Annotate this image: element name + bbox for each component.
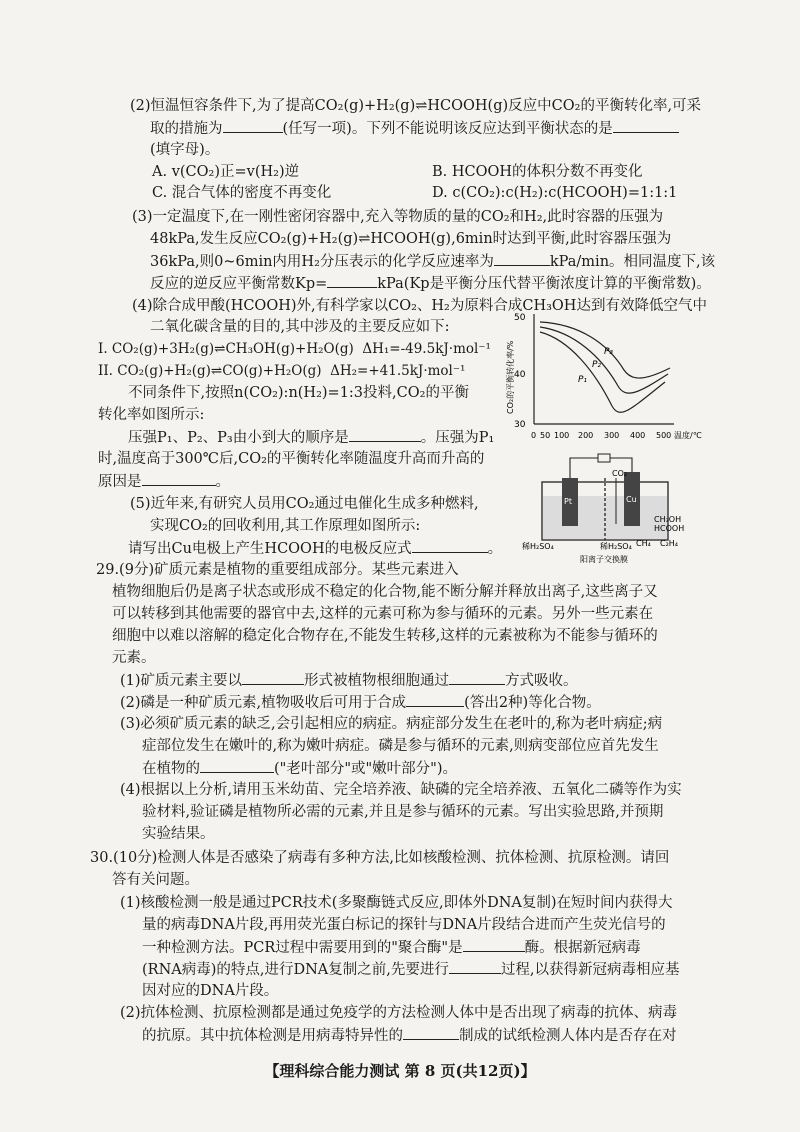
membrane-label: 阳离子交换膜 — [580, 555, 628, 564]
q28-part2-line1: (2)恒温恒容条件下,为了提高CO₂(g)+H₂(g)⇌HCOOH(g)反应中CO₂的平衡转化率,可采 — [130, 98, 702, 114]
x-axis-label: 温度/℃ — [674, 431, 702, 440]
q28-part4-line6: 转化率如图所示: — [98, 407, 205, 423]
product-ch3oh: CH₃OH — [654, 515, 682, 524]
q28-part2-line3: (填字母)。 — [150, 142, 220, 158]
electrolysis-cell-diagram — [520, 452, 700, 564]
q28-option-b: B. HCOOH的体积分数不再变化 — [432, 164, 643, 180]
answer-blank[interactable] — [406, 692, 464, 707]
answer-blank[interactable] — [494, 251, 550, 266]
q30-sub1-line1: (1)核酸检测一般是通过PCR技术(多聚酶链式反应,即体外DNA复制)在短时间内获得大 — [120, 895, 673, 911]
x-tick-500: 500 — [656, 431, 672, 440]
q29-sub4-line2: 验材料,验证磷是植物所必需的元素,并且是参与循环的元素。写出实验思路,并预期 — [142, 804, 664, 820]
answer-blank[interactable] — [613, 118, 679, 133]
x-tick-100: 100 — [554, 431, 570, 440]
q28-part4-line9: 原因是 。 — [98, 471, 230, 492]
y-axis-label: CO₂的平衡转化率/% — [506, 340, 515, 414]
q29-line2: 植物细胞后仍是离子状态或形成不稳定的化合物,能不断分解并释放出离子,这些离子又 — [112, 584, 658, 600]
q28-part3-line1: (3)一定温度下,在一刚性密闭容器中,充入等物质的量的CO₂和H₂,此时容器的压强为 — [132, 209, 664, 225]
q28-part4-line1: (4)除合成甲酸(HCOOH)外,有科学家以CO₂、H₂为原料合成CH₃OH达到有效降低空气中 — [132, 298, 707, 314]
product-c2h4: C₂H₄ — [660, 539, 679, 548]
reaction-ii: II. CO₂(g)+H₂(g)⇌CO(g)+H₂O(g) ΔH₂=+41.5kJ·mol⁻¹ — [98, 363, 466, 379]
power-source — [598, 454, 610, 462]
answer-blank[interactable] — [403, 1025, 459, 1040]
q29-line4: 细胞中以难以溶解的稳定化合物存在,不能发生转移,这样的元素被称为不能参与循环的 — [112, 628, 658, 644]
q28-part4-line5: 不同条件下,按照n(CO₂):n(H₂)=1:3投料,CO₂的平衡 — [128, 385, 469, 401]
q28-part5-line2: 实现CO₂的回收利用,其工作原理如图所示: — [150, 518, 421, 534]
product-ch4: CH₄ — [636, 539, 651, 548]
q28-option-c: C. 混合气体的密度不再变化 — [152, 185, 332, 201]
q30-sub2-line2: 的抗原。其中抗体检测是用病毒特异性的 制成的试纸检测人体内是否存在对 — [142, 1025, 677, 1046]
q30-line1: 30.(10分)检测人体是否感染了病毒有多种方法,比如核酸检测、抗体检测、抗原检测。请回 — [90, 850, 670, 866]
q29-line5: 元素。 — [112, 650, 156, 666]
answer-blank[interactable] — [449, 670, 505, 685]
answer-blank[interactable] — [223, 118, 283, 133]
q29-sub1: (1)矿质元素主要以 形式被植物根细胞通过 方式吸收。 — [120, 670, 578, 691]
answer-blank[interactable] — [242, 670, 304, 685]
q28-part4-line8: 时,温度高于300℃后,CO₂的平衡转化率随温度升高而升高的 — [98, 451, 485, 467]
electrolyte-solution — [543, 496, 667, 539]
q28-part4-line2: 二氧化碳含量的目的,其中涉及的主要反应如下: — [150, 319, 450, 335]
x-tick-0: 0 — [531, 431, 537, 440]
q29-sub3-line3: 在植物的 ("老叶部分"或"嫩叶部分")。 — [142, 758, 457, 779]
answer-blank[interactable] — [463, 937, 525, 952]
q29-sub2: (2)磷是一种矿质元素,植物吸收后可用于合成 (答出2种)等化合物。 — [120, 692, 601, 713]
curve-label-p3: P₃ — [604, 347, 614, 357]
q28-part3-line2: 48kPa,发生反应CO₂(g)+H₂(g)⇌HCOOH(g),6min时达到平衡,此时容器压强为 — [150, 231, 672, 247]
curve-p1 — [540, 332, 665, 412]
x-tick-300: 300 — [604, 431, 620, 440]
left-solution-label: 稀H₂SO₄ — [522, 542, 554, 551]
right-solution-label: 稀H₂SO₄ — [600, 542, 632, 551]
answer-blank[interactable] — [449, 959, 501, 974]
q28-option-a: A. v(CO₂)正=v(H₂)逆 — [152, 164, 300, 180]
answer-blank[interactable] — [412, 538, 488, 553]
q28-part2-line2: 取的措施为 (任写一项)。下列不能说明该反应达到平衡状态的是 — [150, 118, 679, 139]
q30-sub1-line2: 量的病毒DNA片段,再用荧光蛋白标记的探针与DNA片段结合进而产生荧光信号的 — [142, 917, 666, 933]
q29-line3: 可以转移到其他需要的器官中去,这样的元素可称为参与循环的元素。另外一些元素在 — [112, 606, 654, 622]
page-footer: 【理科综合能力测试 第 8 页(共12页)】 — [264, 1062, 536, 1080]
answer-blank[interactable] — [327, 273, 377, 288]
cu-label: Cu — [626, 495, 637, 504]
q29-sub4-line1: (4)根据以上分析,请用玉米幼苗、完全培养液、缺磷的完全培养液、五氧化二磷等作为实 — [120, 782, 682, 798]
product-hcooh: HCOOH — [654, 524, 685, 533]
answer-blank[interactable] — [349, 427, 421, 442]
q30-line2: 答有关问题。 — [112, 872, 199, 888]
q28-part5-line1: (5)近年来,有研究人员用CO₂通过电催化生成多种燃料, — [130, 496, 479, 512]
answer-blank[interactable] — [200, 758, 274, 773]
reaction-i: I. CO₂(g)+3H₂(g)⇌CH₃OH(g)+H₂O(g) ΔH₁=-49.5kJ·mol⁻¹ — [98, 341, 491, 357]
q28-part3-line3: 36kPa,则0~6min内用H₂分压表示的化学反应速率为 kPa/min。相同温度下,该 — [150, 251, 715, 272]
q28-option-d: D. c(CO₂):c(H₂):c(HCOOH)=1:1:1 — [432, 185, 678, 201]
q30-sub2-line1: (2)抗体检测、抗原检测都是通过免疫学的方法检测人体中是否出现了病毒的抗体、病毒 — [120, 1005, 678, 1021]
curve-p2 — [540, 327, 668, 393]
q28-part5-line3: 请写出Cu电极上产生HCOOH的电极反应式 。 — [128, 538, 502, 559]
q28-part3-line4: 反应的逆反应平衡常数Kp= kPa(Kp是平衡分压代替平衡浓度计算的平衡常数)。 — [150, 273, 711, 294]
pt-label: Pt — [564, 497, 572, 506]
q29-sub4-line3: 实验结果。 — [142, 826, 215, 842]
conversion-graph — [500, 310, 710, 442]
co2-inlet-label: CO₂ — [612, 469, 628, 478]
x-tick-400: 400 — [630, 431, 646, 440]
q29-line1: 29.(9分)矿质元素是植物的重要组成部分。某些元素进入 — [96, 562, 459, 578]
y-tick-30: 30 — [514, 420, 526, 430]
x-tick-50: 50 — [540, 431, 551, 440]
curve-label-p2: P₂ — [592, 360, 602, 370]
q28-part4-line7: 压强P₁、P₂、P₃由小到大的顺序是 。压强为P₁ — [128, 427, 494, 448]
y-tick-50: 50 — [514, 313, 526, 323]
q29-sub3-line1: (3)必须矿质元素的缺乏,会引起相应的病症。病症部分发生在老叶的,称为老叶病症;病 — [120, 716, 663, 732]
q30-sub1-line4: (RNA病毒)的特点,进行DNA复制之前,先要进行 过程,以获得新冠病毒相应基 — [142, 959, 680, 980]
q30-sub1-line5: 因对应的DNA片段。 — [142, 983, 279, 999]
answer-blank[interactable] — [142, 471, 216, 486]
q30-sub1-line3: 一种检测方法。PCR过程中需要用到的"聚合酶"是 酶。根据新冠病毒 — [142, 937, 641, 958]
q29-sub3-line2: 症部位发生在嫩叶的,称为嫩叶病症。磷是参与循环的元素,则病变部位应首先发生 — [142, 738, 659, 754]
curve-label-p1: P₁ — [578, 375, 588, 385]
x-tick-200: 200 — [578, 431, 594, 440]
y-tick-40: 40 — [514, 370, 526, 380]
